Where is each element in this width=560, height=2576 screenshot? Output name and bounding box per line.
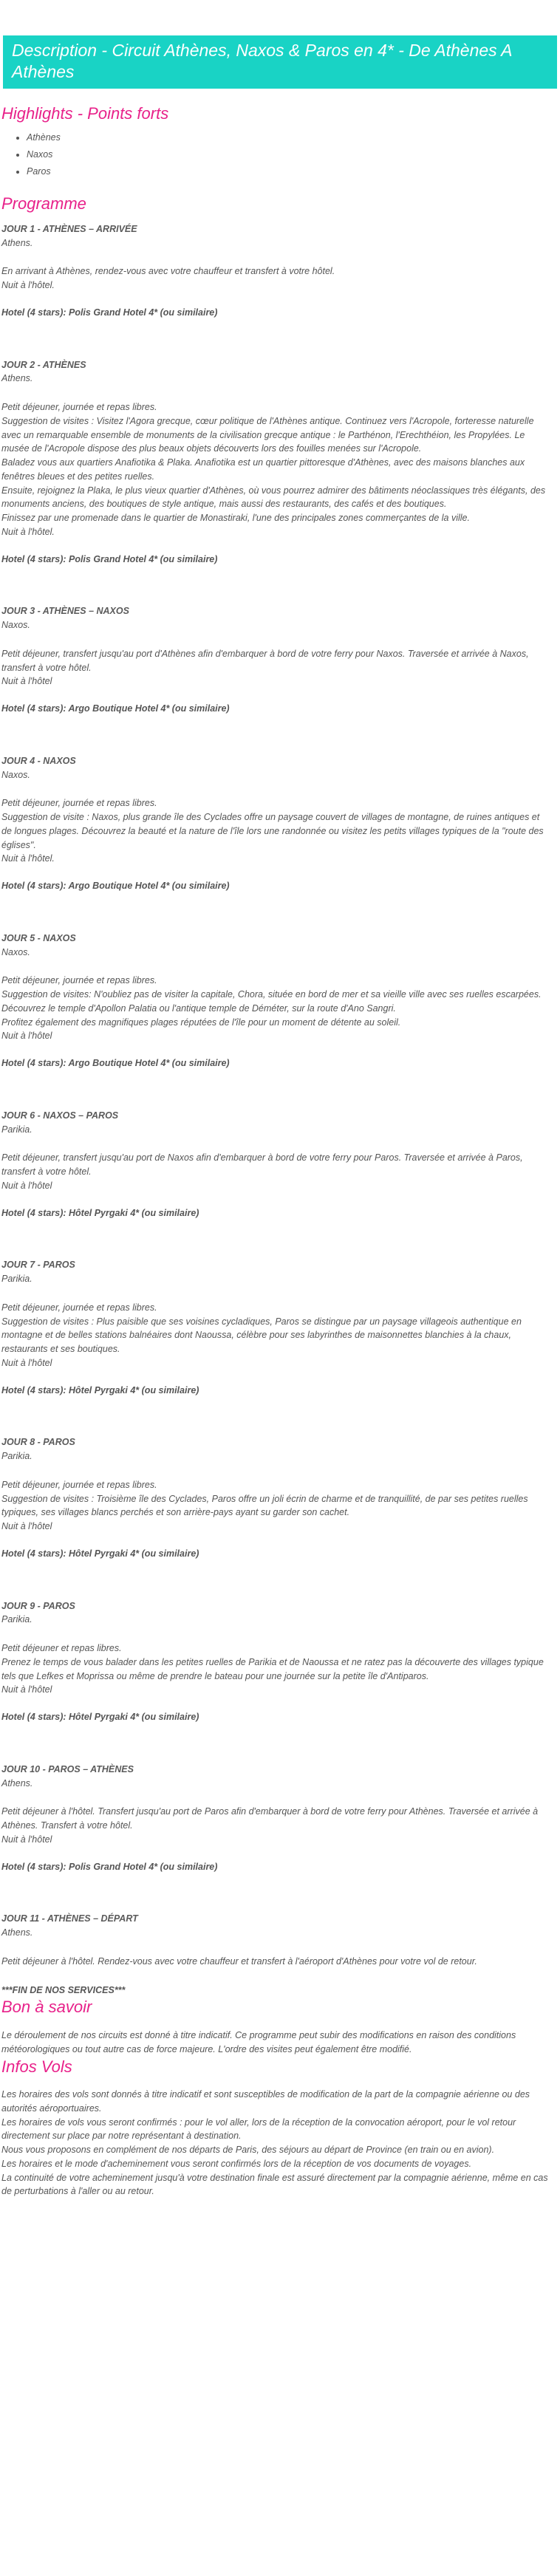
- day-description-line: Prenez le temps de vous balader dans les petites ruelles de Parikia et de Naoussa et ne ratez pas la découverte des villages typique tels que Lefkes et Moprissa ou même de prendre le bateau pour une journée sur la petite île d'Antiparos.: [1, 1656, 544, 1681]
- highlights-heading: Highlights - Points forts: [1, 104, 169, 123]
- day-hotel: Hotel (4 stars): Polis Grand Hotel 4* (ou similaire): [1, 553, 218, 564]
- day-title: JOUR 8 - PAROS: [1, 1437, 75, 1448]
- infos-vols-line: Nous vous proposons en complément de nos départs de Paris, des séjours au départ de Province (en train ou en avion).: [1, 2145, 495, 2156]
- bon-a-savoir-text: [0, 2029, 560, 2057]
- day-description: [1, 796, 551, 866]
- end-of-services: ***FIN DE NOS SERVICES***: [1, 1984, 126, 1995]
- day-description-line: Suggestion de visites : Visitez l'Agora grecque, cœur politique de l'Athènes antique. Continuez vers l'Acropole, forteresse naturelle avec un remarquable ensemble de monuments de la civilisation grecque antique : le Parthénon, l'Erechthéion, les Propylées. Le musée de l'Acropole dispose des plus beaux objets découverts lors des fouilles menées sur l'Acropole.: [1, 415, 534, 454]
- day-description-line: Ensuite, rejoignez la Plaka, le plus vieux quartier d'Athènes, où vous pourrez admirer des bâtiments néoclassiques très élégants, des monuments anciens, des boutiques de style antique, mais aussi des restaurants, des cafés et des boutiques.: [1, 485, 546, 510]
- day-description: [1, 1151, 551, 1192]
- day-block: [0, 1435, 560, 1560]
- day-place: Athens.: [1, 237, 33, 248]
- day-description: [1, 1478, 551, 1534]
- day-block: [0, 754, 560, 893]
- highlight-item: • Paros: [27, 163, 560, 180]
- day-hotel: Hotel (4 stars): Hôtel Pyrgaki 4* (ou similaire): [1, 1384, 199, 1395]
- day-place: Parikia.: [1, 1614, 33, 1625]
- day-title: JOUR 11 - ATHÈNES – DÉPART: [1, 1913, 138, 1924]
- day-description-line: Petit déjeuner, journée et repas libres.: [1, 798, 157, 809]
- day-description-line: Suggestion de visites : Plus paisible que ses voisines cycladiques, Paros se distingue par un paysage villageois authentique en montagne et de belles stations balnéaires dont Naoussa, célèbre pour ses labyrinthes de maisonnettes blanchies à la chaux, restaurants et ses boutiques.: [1, 1316, 522, 1355]
- day-description-line: Petit déjeuner, transfert jusqu'au port de Naxos afin d'embarquer à bord de votre ferry pour Paros. Traversée et arrivée à Paros, transfert à votre hôtel.: [1, 1152, 523, 1178]
- day-hotel: Hotel (4 stars): Hôtel Pyrgaki 4* (ou similaire): [1, 1548, 199, 1559]
- bon-a-savoir-paragraph: Le déroulement de nos circuits est donné à titre indicatif. Ce programme peut subir des modifications en raison des conditions météorologiques ou tout autre cas de force majeure. L'ordre des visites peut également être modifié.: [1, 2030, 516, 2054]
- day-description-line: Découvrez le temple d'Apollon Palatia ou l'antique temple de Déméter, sur la route d'Ano Sangri.: [1, 1002, 396, 1014]
- day-description-line: Nuit à l'hôtel: [1, 676, 52, 687]
- highlights-list: [0, 129, 560, 180]
- day-description-line: Suggestion de visites: N'oubliez pas de visiter la capitale, Chora, située en bord de mer et sa vieille ville avec ses ruelles escarpées.: [1, 989, 542, 1000]
- day-description: [1, 1301, 551, 1370]
- day-place: Athens.: [1, 373, 33, 384]
- day-description: [1, 1955, 551, 1969]
- highlight-item: • Naxos: [27, 146, 560, 163]
- day-hotel: Hotel (4 stars): Polis Grand Hotel 4* (ou similaire): [1, 307, 218, 318]
- day-description-line: Petit déjeuner à l'hôtel. Rendez-vous avec votre chauffeur et transfert à l'aéroport d'Athènes pour votre vol de retour.: [1, 1955, 477, 1967]
- day-place: Naxos.: [1, 946, 30, 957]
- programme-days: [0, 222, 560, 1969]
- day-block: [0, 1258, 560, 1397]
- day-description-line: Petit déjeuner, journée et repas libres.: [1, 402, 157, 413]
- infos-vols-line: Les horaires des vols sont donnés à titre indicatif et sont susceptibles de modification de la part de la compagnie aérienne ou des autorités aéroportuaires.: [1, 2089, 530, 2114]
- page-banner-title: Description - Circuit Athènes, Naxos & Paros en 4* - De Athènes A Athènes: [3, 35, 557, 89]
- day-description-line: Nuit à l'hôtel: [1, 1180, 52, 1191]
- day-description-line: Nuit à l'hôtel: [1, 1357, 52, 1368]
- day-description: [1, 400, 551, 539]
- day-title: JOUR 7 - PAROS: [1, 1260, 75, 1271]
- day-place: Parikia.: [1, 1451, 33, 1462]
- day-description-line: Nuit à l'hôtel.: [1, 526, 55, 537]
- day-place: Parikia.: [1, 1274, 33, 1285]
- day-description-line: Petit déjeuner, journée et repas libres.: [1, 1479, 157, 1490]
- day-description-line: Nuit à l'hôtel: [1, 1684, 52, 1695]
- day-description: [1, 264, 551, 293]
- infos-vols-heading: Infos Vols: [1, 2057, 72, 2076]
- bon-a-savoir-heading: Bon à savoir: [1, 1998, 92, 2017]
- day-description-line: Nuit à l'hôtel.: [1, 280, 55, 291]
- day-hotel: Hotel (4 stars): Hôtel Pyrgaki 4* (ou similaire): [1, 1207, 199, 1218]
- day-hotel: Hotel (4 stars): Polis Grand Hotel 4* (ou similaire): [1, 1861, 218, 1872]
- day-description-line: Profitez également des magnifiques plages réputées de l'île pour un moment de détente au soleil.: [1, 1017, 401, 1028]
- day-description-line: Nuit à l'hôtel.: [1, 853, 55, 864]
- infos-vols-line: La continuité de votre acheminement jusqu'à votre destination finale est assuré directement par la compagnie aérienne, même en cas de perturbations à l'aller ou au retour.: [1, 2172, 548, 2197]
- day-block: [0, 604, 560, 716]
- day-description-line: Petit déjeuner, journée et repas libres.: [1, 975, 157, 986]
- day-description-line: Nuit à l'hôtel: [1, 1521, 52, 1532]
- day-title: JOUR 1 - ATHÈNES – ARRIVÉE: [1, 223, 137, 234]
- day-hotel: Hotel (4 stars): Hôtel Pyrgaki 4* (ou similaire): [1, 1712, 199, 1723]
- infos-vols-line: Les horaires et le mode d'acheminement vous seront confirmés lors de la réception de vos documents de voyages.: [1, 2158, 472, 2169]
- day-place: Athens.: [1, 1927, 33, 1938]
- page: [0, 35, 560, 2199]
- day-block: [0, 1912, 560, 1968]
- day-description-line: Suggestion de visites : Troisième île des Cyclades, Paros offre un joli écrin de charme et de tranquillité, de par ses petites ruelles typiques, ses villages blancs perchés et son arrière-pays ayant su garder son cachet.: [1, 1493, 528, 1518]
- day-title: JOUR 5 - NAXOS: [1, 932, 76, 943]
- day-title: JOUR 4 - NAXOS: [1, 755, 76, 766]
- day-description-line: Baladez vous aux quartiers Anafiotika & Plaka. Anafiotika est un quartier pittoresque d'Athènes, avec des maisons blanches aux fenêtres bleues et des petites ruelles.: [1, 457, 525, 482]
- day-description-line: Nuit à l'hôtel: [1, 1031, 52, 1042]
- day-hotel: Hotel (4 stars): Argo Boutique Hotel 4* (ou similaire): [1, 1058, 230, 1069]
- day-title: JOUR 2 - ATHÈNES: [1, 359, 86, 370]
- day-block: [0, 1109, 560, 1220]
- highlight-item: • Athènes: [27, 129, 560, 146]
- day-description: [1, 1641, 551, 1697]
- day-title: JOUR 10 - PAROS – ATHÈNES: [1, 1763, 134, 1774]
- day-description-line: Suggestion de visite : Naxos, plus grande île des Cyclades offre un paysage couvert de villages de montagne, de ruines antiques et de longues plages. Découvrez la beauté et la nature de l'île lors une randonnée ou visitez les petits villages typiques de la "route des églises".: [1, 812, 544, 850]
- day-title: JOUR 6 - NAXOS – PAROS: [1, 1110, 119, 1121]
- programme-heading: Programme: [1, 194, 86, 213]
- day-place: Parikia.: [1, 1124, 33, 1135]
- infos-vols-text: [0, 2088, 560, 2199]
- day-place: Athens.: [1, 1777, 33, 1788]
- day-description-line: Petit déjeuner et repas libres.: [1, 1643, 122, 1654]
- infos-vols-line: Les horaires de vols vous seront confirmés : pour le vol aller, lors de la réception de la convocation aéroport, pour le vol retour directement sur place par notre représentant à destination.: [1, 2117, 516, 2142]
- day-description: [1, 974, 551, 1043]
- day-place: Naxos.: [1, 620, 30, 631]
- day-place: Naxos.: [1, 769, 30, 780]
- day-description-line: Petit déjeuner à l'hôtel. Transfert jusqu'au port de Paros afin d'embarquer à bord de votre ferry pour Athènes. Traversée et arrivée à Athènes. Transfert à votre hôtel.: [1, 1806, 539, 1831]
- day-description: [1, 1805, 551, 1846]
- day-block: [0, 222, 560, 320]
- day-description-line: Finissez par une promenade dans le quartier de Monastiraki, l'une des principales zones commerçantes de la ville.: [1, 513, 470, 524]
- day-block: [0, 1599, 560, 1724]
- day-description-line: En arrivant à Athènes, rendez-vous avec votre chauffeur et transfert à votre hôtel.: [1, 266, 335, 277]
- day-description-line: Petit déjeuner, transfert jusqu'au port d'Athènes afin d'embarquer à bord de votre ferry pour Naxos. Traversée et arrivée à Naxos, transfert à votre hôtel.: [1, 648, 529, 673]
- day-title: JOUR 9 - PAROS: [1, 1600, 75, 1611]
- day-block: [0, 932, 560, 1070]
- day-title: JOUR 3 - ATHÈNES – NAXOS: [1, 606, 129, 617]
- day-description-line: Nuit à l'hôtel: [1, 1834, 52, 1845]
- day-block: [0, 358, 560, 567]
- day-description: [1, 647, 551, 689]
- day-description-line: Petit déjeuner, journée et repas libres.: [1, 1302, 157, 1313]
- day-hotel: Hotel (4 stars): Argo Boutique Hotel 4* (ou similaire): [1, 881, 230, 892]
- day-block: [0, 1763, 560, 1874]
- day-hotel: Hotel (4 stars): Argo Boutique Hotel 4* (ou similaire): [1, 703, 230, 714]
